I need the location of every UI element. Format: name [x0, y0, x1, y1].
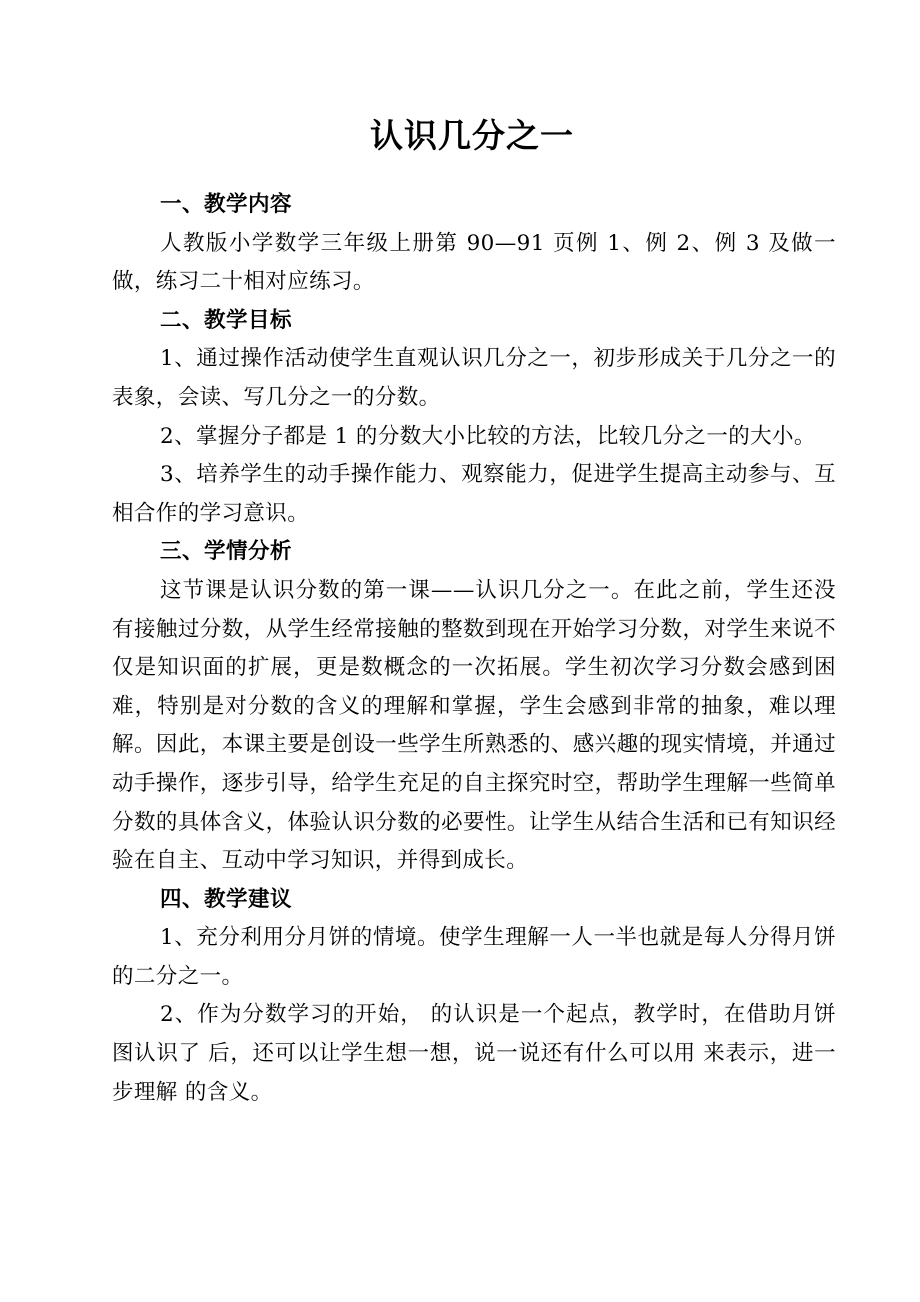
paragraph: 3、培养学生的动手操作能力、观察能力，促进学生提高主动参与、互相合作的学习意识。	[112, 462, 836, 526]
paragraph: 1、通过操作活动使学生直观认识几分之一，初步形成关于几分之一的表象，会读、写几分之一的分数。	[112, 346, 836, 410]
page-title: 认识几分之一	[370, 116, 574, 155]
section-heading-content: 一、教学内容	[160, 192, 293, 217]
paragraph: 人教版小学数学三年级上册第 90—91 页例 1、例 2、例 3 及做一做，练习二十相对应练习。	[112, 230, 836, 295]
paragraph: 2、作为分数学习的开始， 的认识是一个起点，教学时，在借助月饼图认识了 后，还可以让学生想一想，说一说还有什么可以用 来表示，进一步理解 的含义。	[112, 1002, 836, 1105]
paragraph: 2、掌握分子都是 1 的分数大小比较的方法，比较几分之一的大小。	[160, 423, 816, 449]
document-body	[112, 186, 836, 1112]
section-heading-analysis: 三、学情分析	[160, 539, 293, 565]
section-heading-goals: 二、教学目标	[160, 307, 293, 333]
section-heading-suggestions: 四、教学建议	[160, 886, 293, 912]
paragraph: 这节课是认识分数的第一课——认识几分之一。在此之前，学生还没有接触过分数，从学生经常接触的整数到现在开始学习分数，对学生来说不仅是知识面的扩展，更是数概念的一次拓展。学生初次学习分数会感到困难，特别是对分数的含义的理解和掌握，学生会感到非常的抽象，难以理解。因此，本课主要是创设一些学生所熟悉的、感兴趣的现实情境，并通过动手操作，逐步引导，给学生充足的自主探究时空，帮助学生理解一些简单分数的具体含义，体验认识分数的必要性。让学生从结合生活和已有知识经验在自主、互动中学习知识，并得到成长。	[112, 577, 836, 874]
paragraph: 1、充分利用分月饼的情境。使学生理解一人一半也就是每人分得月饼的二分之一。	[112, 925, 836, 989]
